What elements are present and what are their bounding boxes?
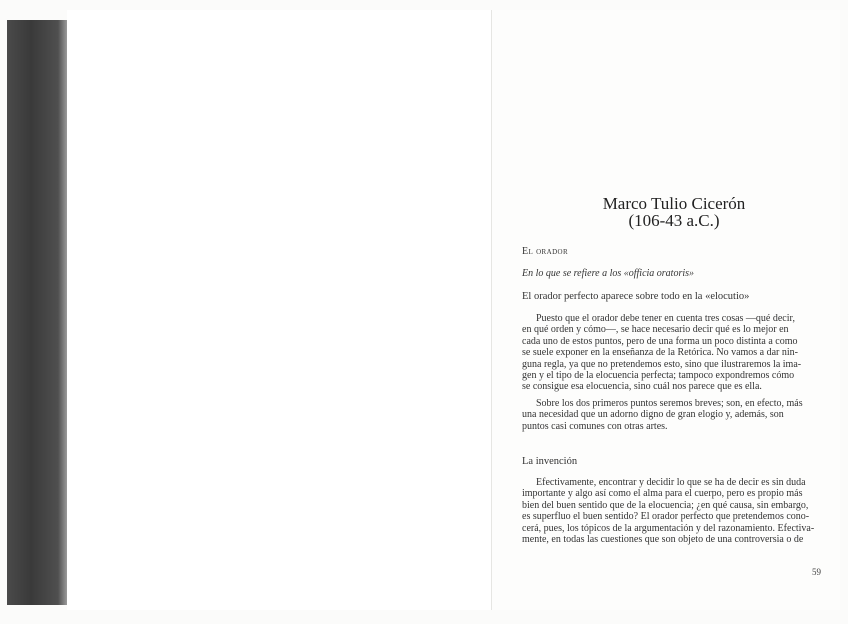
text-line: bien del buen sentido que de la elocuencia; ¿en qué causa, sin embargo, (522, 499, 809, 511)
section-heading: El orador (522, 246, 569, 257)
left-page-blank (67, 10, 492, 610)
heading-invencion: La invención (522, 456, 578, 467)
page-title: Marco Tulio Cicerón (602, 194, 746, 213)
subheading: El orador perfecto aparece sobre todo en la «elocutio» (522, 291, 750, 302)
paragraph-2 (522, 398, 826, 432)
text-line: gen y el tipo de la elocuencia perfecta; tampoco expondremos cómo (522, 370, 795, 382)
page-number: 59 (812, 567, 821, 577)
text-line: se suele exponer en la enseñanza de la Retórica. No vamos a dar nin- (522, 347, 798, 359)
text-line: puntos casi comunes con otras artes. (522, 420, 668, 432)
text-line: Sobre los dos primeros puntos seremos breves; son, en efecto, más (536, 398, 803, 409)
text-line: Puesto que el orador debe tener en cuenta tres cosas —qué decir, (536, 313, 795, 324)
subheading-italic: En lo que se refiere a los «officia oratoris» (522, 268, 695, 279)
text-line: es superfluo el buen sentido? El orador perfecto que pretendemos cono- (522, 511, 810, 523)
text-line: se consigue esa elocuencia, sino cuál nos parece que es ella. (522, 381, 762, 393)
text-line: mente, en todas las cuestiones que son objeto de una controversia o de (522, 534, 804, 546)
paragraph-1 (522, 313, 826, 393)
text-line: cerá, pues, los tópicos de la argumentación y del razonamiento. Efectiva- (522, 522, 815, 534)
page-title-dates: (106-43 a.C.) (628, 211, 720, 230)
page-gutter (491, 10, 492, 610)
text-line: importante y algo así como el alma para el cuerpo, pero es propio más (522, 488, 803, 500)
text-line: cada uno de estos puntos, pero de una forma un poco distinta a como (522, 335, 798, 347)
text-line: guna regla, ya que no pretendemos esto, sino que ilustraremos la ima- (522, 358, 802, 370)
text-line: una necesidad que un adorno digno de gran elogio y, además, son (522, 409, 784, 421)
paragraph-3 (522, 477, 826, 545)
text-line: Efectivamente, encontrar y decidir lo que se ha de decir es sin duda (536, 477, 806, 488)
text-line: en qué orden y cómo—, se hace necesario decir qué es lo mejor en (522, 324, 789, 336)
binding-shadow (7, 20, 67, 605)
